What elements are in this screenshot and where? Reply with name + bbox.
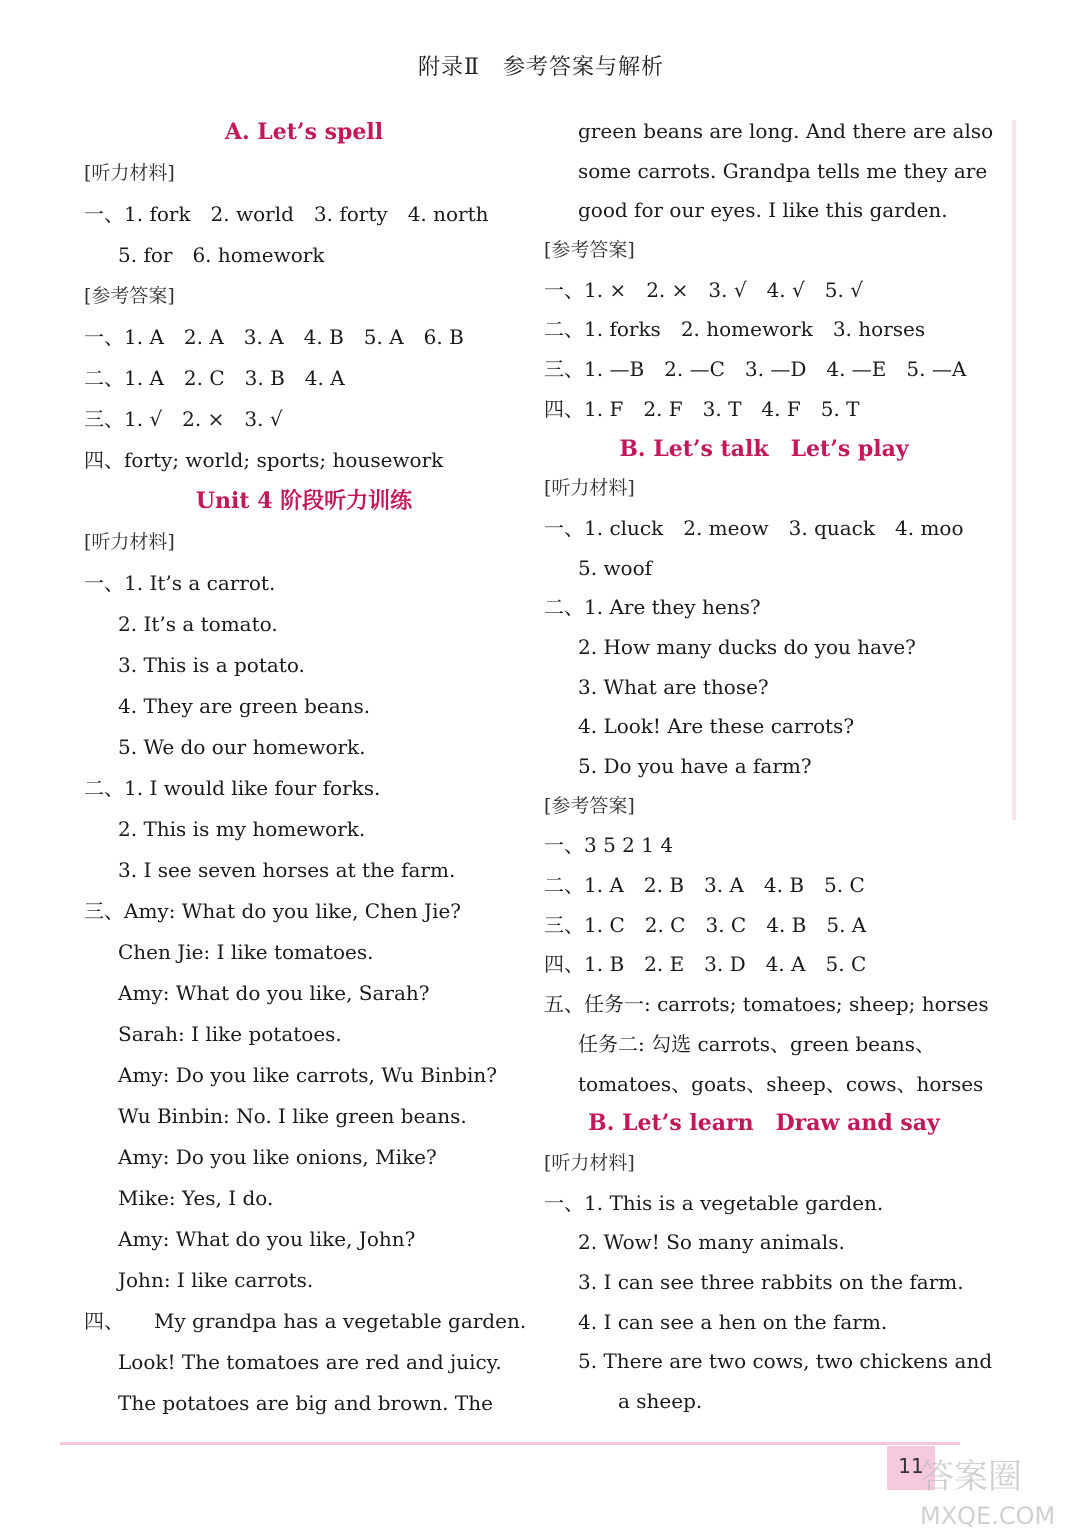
section-title: B. Let’s talk Let’s play — [619, 435, 909, 462]
text-line: good for our eyes. I like this garden. — [578, 198, 948, 223]
text-line: 5. woof — [578, 555, 653, 580]
text-line: Wu Binbin: No. I like green beans. — [118, 1104, 467, 1128]
text-line: 二、1. Are they hens? — [544, 595, 761, 620]
section-tag: [听力材料] — [84, 162, 175, 184]
text-line: 2. It’s a tomato. — [118, 612, 278, 636]
text-line: 一、1. × 2. × 3. √ 4. √ 5. √ — [544, 277, 863, 302]
text-line: Amy: Do you like onions, Mike? — [118, 1145, 437, 1169]
side-decoration — [1012, 120, 1016, 820]
text-line: 二、1. forks 2. homework 3. horses — [544, 317, 926, 342]
text-line: 4. Look! Are these carrots? — [578, 714, 855, 739]
text-line: 5. Do you have a farm? — [578, 754, 812, 778]
text-line: Amy: What do you like, Sarah? — [118, 981, 430, 1005]
text-line: 2. This is my homework. — [118, 817, 366, 841]
text-line: 三、1. √ 2. × 3. √ — [84, 407, 283, 431]
section-tag: [听力材料] — [84, 531, 175, 553]
text-line: Amy: Do you like carrots, Wu Binbin? — [118, 1063, 497, 1087]
text-line: 一、1. A 2. A 3. A 4. B 5. A 6. B — [84, 325, 464, 349]
section-title: B. Let’s learn Draw and say — [588, 1110, 940, 1137]
text-line: 一、1. cluck 2. meow 3. quack 4. moo — [544, 515, 964, 540]
text-line: a sheep. — [618, 1389, 703, 1413]
text-line: 一、1. This is a vegetable garden. — [544, 1190, 884, 1215]
page-header: 附录Ⅱ 参考答案与解析 — [418, 55, 664, 80]
text-line: Sarah: I like potatoes. — [118, 1022, 342, 1046]
watermark-logo — [908, 1440, 1078, 1532]
text-line: 5. for 6. homework — [118, 243, 325, 267]
text-line: Chen Jie: I like tomatoes. — [118, 940, 374, 964]
text-line: 3. What are those? — [578, 674, 769, 699]
text-line: Mike: Yes, I do. — [118, 1186, 274, 1210]
text-line: 一、1. It’s a carrot. — [84, 571, 276, 595]
text-line: 2. How many ducks do you have? — [578, 634, 916, 659]
text-line: 一、1. fork 2. world 3. forty 4. north — [84, 202, 489, 226]
text-line: 三、1. C 2. C 3. C 4. B 5. A — [544, 912, 867, 937]
text-line: 三、Amy: What do you like, Chen Jie? — [84, 899, 462, 923]
section-tag: [参考答案] — [544, 794, 635, 817]
text-line: 3. I can see three rabbits on the farm. — [578, 1269, 964, 1294]
text-line: 三、1. —B 2. —C 3. —D 4. —E 5. —A — [544, 357, 967, 382]
page-number: 11 — [887, 1446, 935, 1490]
svg-text:答案圈: 答案圈 — [920, 1457, 1022, 1497]
text-line: some carrots. Grandpa tells me they are — [578, 158, 988, 183]
text-line: 4. They are green beans. — [118, 694, 371, 718]
text-line: 3. This is a potato. — [118, 653, 305, 677]
text-line: 4. I can see a hen on the farm. — [578, 1309, 888, 1334]
text-line: 任务二: 勾选 carrots、green beans、 — [578, 1031, 936, 1056]
text-line: 2. Wow! So many animals. — [578, 1230, 845, 1255]
text-line: 五、任务一: carrots; tomatoes; sheep; horses — [544, 992, 989, 1017]
left-column — [84, 112, 527, 1424]
text-line: tomatoes、goats、sheep、cows、horses — [578, 1071, 984, 1096]
text-line: 四、1. B 2. E 3. D 4. A 5. C — [544, 952, 867, 977]
text-line: 二、1. I would like four forks. — [84, 776, 381, 800]
text-line: 3. I see seven horses at the farm. — [118, 858, 456, 882]
text-line: 四、forty; world; sports; housework — [84, 448, 444, 472]
footer-rule — [60, 1442, 960, 1445]
text-line: green beans are long. And there are also — [578, 119, 994, 143]
section-tag: [参考答案] — [544, 239, 635, 262]
right-column — [544, 112, 994, 1422]
watermark-text: MXQE.COM — [920, 1502, 1056, 1530]
text-line: 四、 My grandpa has a vegetable garden. — [84, 1309, 527, 1333]
text-line: 5. There are two cows, two chickens and — [578, 1349, 993, 1374]
text-line: John: I like carrots. — [118, 1268, 314, 1292]
text-line: Look! The tomatoes are red and juicy. — [118, 1350, 502, 1374]
section-tag: [听力材料] — [544, 1151, 635, 1174]
section-tag: [参考答案] — [84, 285, 175, 307]
text-line: 四、1. F 2. F 3. T 4. F 5. T — [544, 396, 860, 421]
text-line: 二、1. A 2. B 3. A 4. B 5. C — [544, 873, 865, 898]
text-line: 二、1. A 2. C 3. B 4. A — [84, 366, 345, 390]
section-title: Unit 4 阶段听力训练 — [195, 488, 413, 514]
section-title: A. Let’s spell — [224, 119, 384, 145]
text-line: 一、3 5 2 1 4 — [544, 833, 674, 858]
text-line: 5. We do our homework. — [118, 735, 366, 759]
text-line: Amy: What do you like, John? — [118, 1227, 416, 1251]
section-tag: [听力材料] — [544, 477, 635, 500]
text-line: The potatoes are big and brown. The — [118, 1391, 493, 1415]
